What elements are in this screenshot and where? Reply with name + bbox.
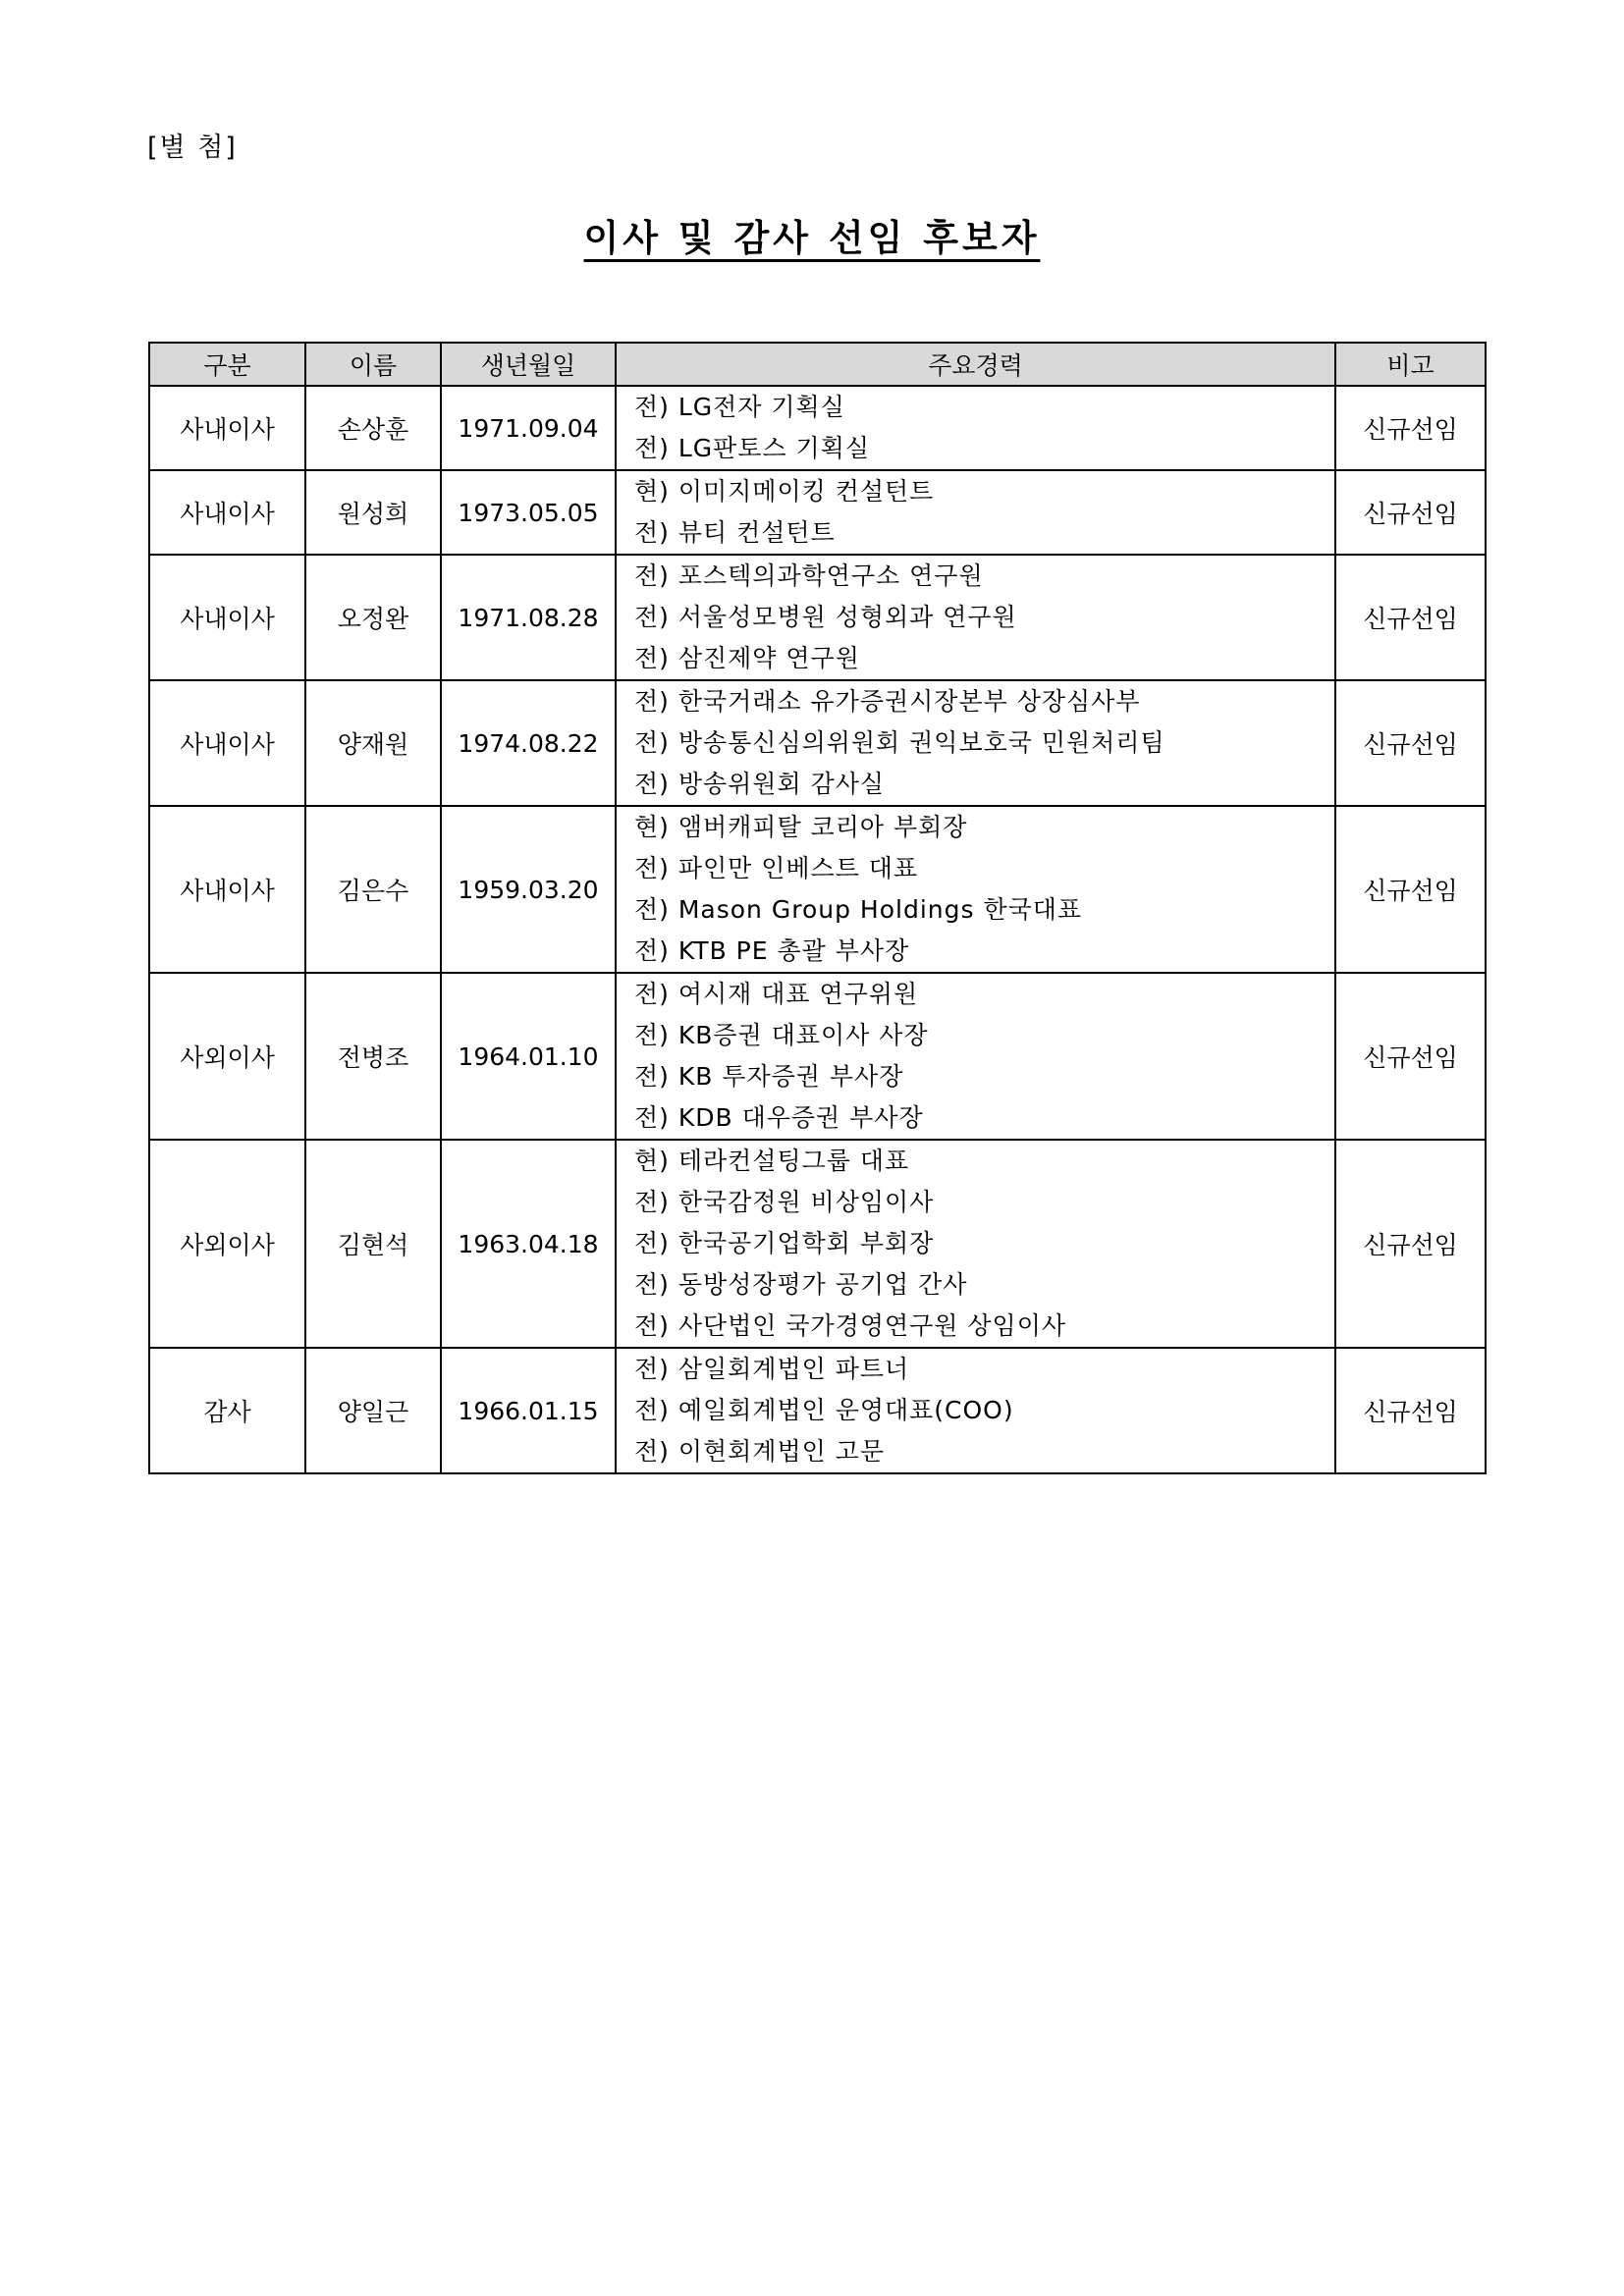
table-row <box>149 1348 1486 1473</box>
career-line: 전) KB 투자증권 부사장 <box>634 1062 904 1091</box>
career-line: 전) 뷰티 컨설턴트 <box>634 518 836 547</box>
cell-note: 신규선임 <box>1335 680 1486 806</box>
cell-category: 사내이사 <box>149 680 305 806</box>
career-line: 전) 포스텍의과학연구소 연구원 <box>634 561 984 590</box>
header-note: 비고 <box>1335 343 1486 386</box>
cell-career <box>616 555 1335 680</box>
career-line: 전) Mason Group Holdings 한국대표 <box>634 895 1083 924</box>
career-line: 전) KTB PE 총괄 부사장 <box>634 936 910 965</box>
career-line: 현) 앰버캐피탈 코리아 부회장 <box>634 813 968 841</box>
candidates-table <box>148 342 1487 1474</box>
cell-category: 사내이사 <box>149 470 305 555</box>
career-line: 전) 이현회계법인 고문 <box>634 1437 885 1466</box>
table-row <box>149 806 1486 973</box>
cell-note: 신규선임 <box>1335 806 1486 973</box>
cell-birth: 1971.09.04 <box>441 386 616 470</box>
cell-category: 사외이사 <box>149 973 305 1140</box>
header-name: 이름 <box>305 343 441 386</box>
cell-birth: 1973.05.05 <box>441 470 616 555</box>
header-birth: 생년월일 <box>441 343 616 386</box>
career-line: 전) 서울성모병원 성형외과 연구원 <box>634 603 1017 631</box>
page-title-text: 이사 및 감사 선임 후보자 <box>583 217 1041 259</box>
cell-category: 사외이사 <box>149 1140 305 1348</box>
cell-note: 신규선임 <box>1335 470 1486 555</box>
cell-name: 김은수 <box>305 806 441 973</box>
cell-name: 양재원 <box>305 680 441 806</box>
career-line: 전) 삼일회계법인 파트너 <box>634 1355 910 1383</box>
table-row <box>149 973 1486 1140</box>
cell-birth: 1963.04.18 <box>441 1140 616 1348</box>
cell-note: 신규선임 <box>1335 973 1486 1140</box>
table-row <box>149 386 1486 470</box>
cell-note: 신규선임 <box>1335 386 1486 470</box>
career-line: 전) 한국공기업학회 부회장 <box>634 1229 935 1257</box>
cell-career <box>616 806 1335 973</box>
cell-birth: 1966.01.15 <box>441 1348 616 1473</box>
career-line: 전) 한국감정원 비상임이사 <box>634 1188 935 1216</box>
career-line: 전) KDB 대우증권 부사장 <box>634 1103 924 1132</box>
career-line: 전) LG판토스 기획실 <box>634 434 870 462</box>
header-career: 주요경력 <box>616 343 1335 386</box>
table-row <box>149 680 1486 806</box>
cell-note: 신규선임 <box>1335 1348 1486 1473</box>
table-row <box>149 555 1486 680</box>
cell-name: 손상훈 <box>305 386 441 470</box>
cell-name: 오정완 <box>305 555 441 680</box>
cell-career <box>616 386 1335 470</box>
cell-name: 양일근 <box>305 1348 441 1473</box>
career-line: 전) 방송위원회 감사실 <box>634 770 885 798</box>
cell-career <box>616 470 1335 555</box>
career-line: 현) 테라컨설팅그룹 대표 <box>634 1147 910 1175</box>
career-line: 전) KB증권 대표이사 사장 <box>634 1021 929 1049</box>
cell-category: 감사 <box>149 1348 305 1473</box>
cell-birth: 1959.03.20 <box>441 806 616 973</box>
cell-note: 신규선임 <box>1335 555 1486 680</box>
cell-note: 신규선임 <box>1335 1140 1486 1348</box>
cell-category: 사내이사 <box>149 555 305 680</box>
cell-career <box>616 680 1335 806</box>
cell-name: 전병조 <box>305 973 441 1140</box>
cell-birth: 1974.08.22 <box>441 680 616 806</box>
career-line: 전) 여시재 대표 연구위원 <box>634 980 919 1008</box>
career-line: 전) 동방성장평가 공기업 간사 <box>634 1270 968 1299</box>
table-body <box>149 386 1486 1473</box>
cell-name: 원성희 <box>305 470 441 555</box>
cell-birth: 1964.01.10 <box>441 973 616 1140</box>
career-line: 전) 방송통신심의위원회 권익보호국 민원처리팀 <box>634 728 1165 757</box>
career-line: 전) 사단법인 국가경영연구원 상임이사 <box>634 1311 1066 1340</box>
career-line: 전) 삼진제약 연구원 <box>634 644 860 672</box>
page-title <box>0 208 1624 261</box>
cell-birth: 1971.08.28 <box>441 555 616 680</box>
attachment-label: [별 첨] <box>147 133 238 163</box>
table-row <box>149 1140 1486 1348</box>
table-header-row <box>149 343 1486 386</box>
header-category: 구분 <box>149 343 305 386</box>
cell-category: 사내이사 <box>149 806 305 973</box>
career-line: 전) LG전자 기획실 <box>634 393 845 421</box>
career-line: 현) 이미지메이킹 컨설턴트 <box>634 477 935 506</box>
cell-career <box>616 1348 1335 1473</box>
cell-career <box>616 973 1335 1140</box>
cell-name: 김현석 <box>305 1140 441 1348</box>
career-line: 전) 예일회계법인 운영대표(COO) <box>634 1396 1014 1424</box>
career-line: 전) 파인만 인베스트 대표 <box>634 854 919 882</box>
cell-career <box>616 1140 1335 1348</box>
cell-category: 사내이사 <box>149 386 305 470</box>
table-row <box>149 470 1486 555</box>
career-line: 전) 한국거래소 유가증권시장본부 상장심사부 <box>634 687 1141 716</box>
